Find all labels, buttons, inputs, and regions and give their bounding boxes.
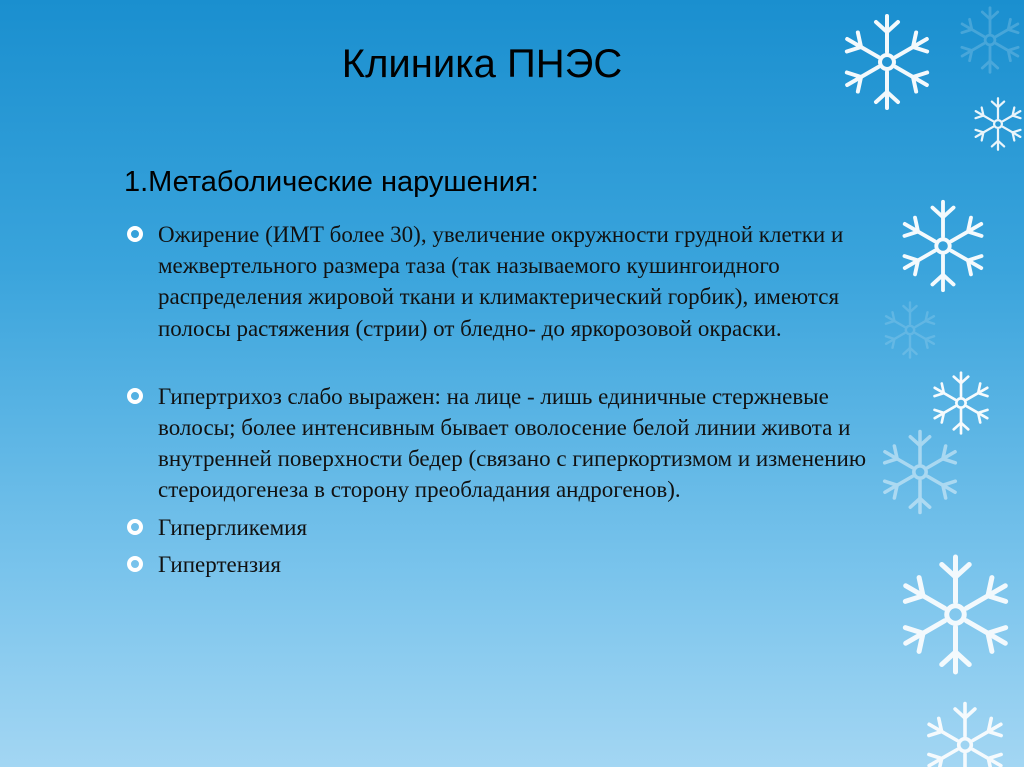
- list-item: [126, 512, 886, 543]
- list-item-text: Гипертрихоз слабо выражен: на лице - лишь единичные стержневые волосы; более интенсивным бывает оволосение белой линии живота и внутренней поверхности бедер (связано с гиперкортизмом и изменению стероидогенеза в сторону преобладания андрогенов).: [158, 383, 867, 503]
- list-item-text: Гипертензия: [158, 551, 281, 577]
- list-item: [126, 549, 886, 580]
- snowflake-icon: [895, 198, 991, 294]
- snowflake-icon: [893, 552, 1018, 677]
- snowflake-icon: [928, 370, 994, 436]
- snowflake-icon: [970, 96, 1024, 152]
- snowflake-icon: [920, 700, 1010, 767]
- ring-bullet-icon: [126, 387, 144, 405]
- list-item: [126, 219, 886, 344]
- ring-bullet-icon: [126, 518, 144, 536]
- snowflake-icon: [955, 5, 1024, 75]
- bullet-list: [126, 219, 886, 580]
- section-heading: 1.Метаболические нарушения:: [124, 166, 539, 198]
- ring-bullet-icon: [126, 555, 144, 573]
- snowflake-icon: [880, 300, 940, 360]
- snowflake-icon: [876, 428, 964, 516]
- list-item-text: Гипергликемия: [158, 514, 308, 540]
- list-item: [126, 381, 886, 506]
- list-item-text: Ожирение (ИМТ более 30), увеличение окружности грудной клетки и межвертельного размера таза (так называемого кушингоидного распределения жировой ткани и климактерический горбик), имеются полосы растяжения (стрии) от бледно- до яркорозовой окраски.: [158, 222, 844, 341]
- ring-bullet-icon: [126, 225, 144, 243]
- slide-title: Клиника ПНЭС: [341, 42, 623, 86]
